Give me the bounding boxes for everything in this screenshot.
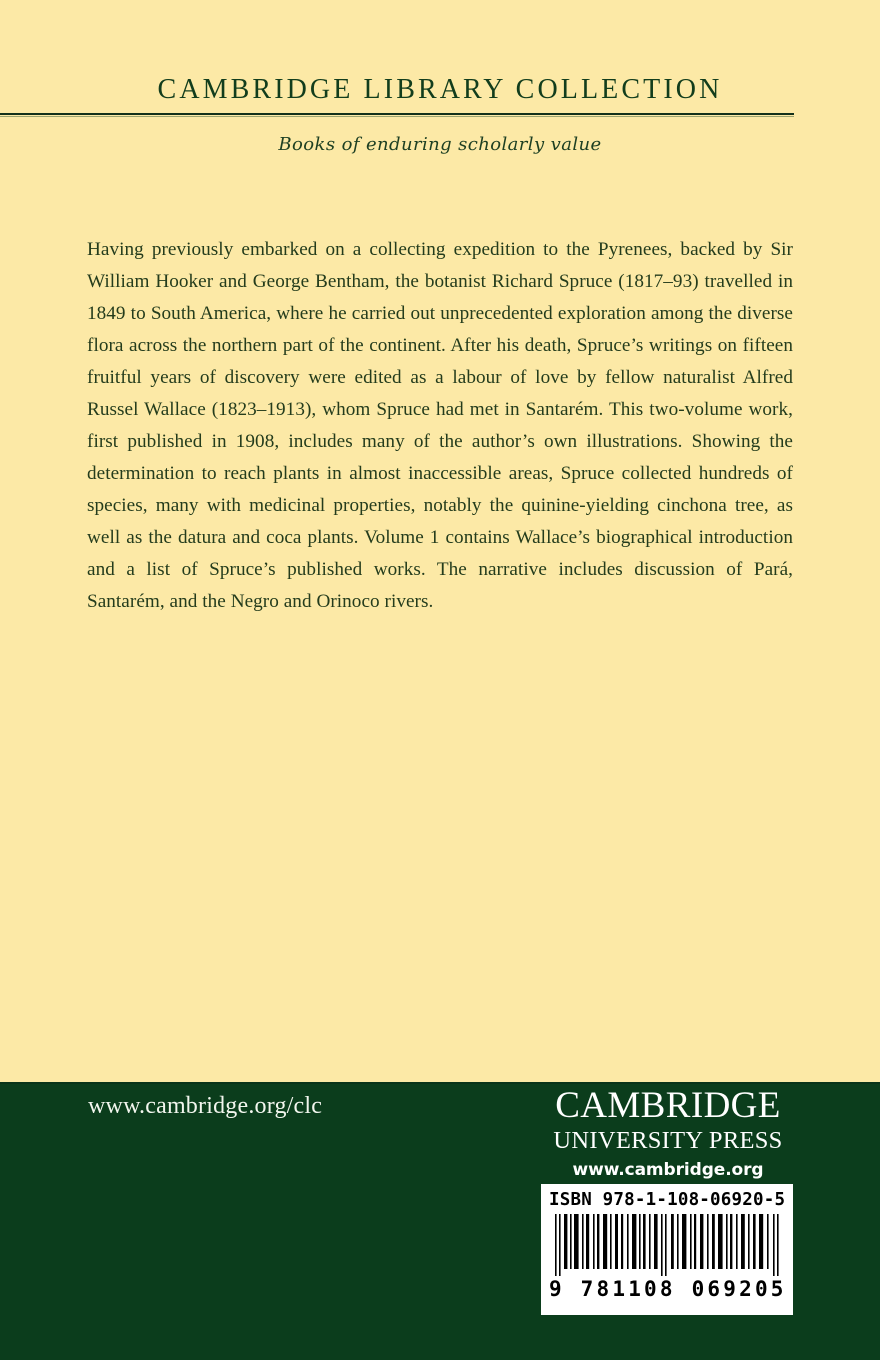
blurb-paragraph: Having previously embarked on a collecting expedition to the Pyrenees, backed by Sir William Hooker and George Bentham, the botanist Richard Spruce (1817–93) travelled in 1849 to South America, where he carried out unprecedented exploration among the diverse flora across the northern part of the continent. After his death, Spruce’s writings on fifteen fruitful years of discovery were edited as a labour of love by fellow naturalist Alfred Russel Wallace (1823–1913), whom Spruce had met in Santarém. This two-volume work, first published in 1908, includes many of the author’s own illustrations. Showing the determination to reach plants in almost inaccessible areas, Spruce collected hundreds of species, many with medicinal properties, notably the quinine-yielding cinchona tree, as well as the datura and coca plants. Volume 1 contains Wallace’s biographical introduction and a list of Spruce’s published works. The narrative includes discussion of Pará, Santarém, and the Negro and Orinoco rivers. — [87, 239, 793, 612]
barcode-digits: 9 781108 069205 — [549, 1277, 787, 1301]
series-subtitle: Books of enduring scholarly value — [278, 134, 602, 155]
series-title: CAMBRIDGE LIBRARY COLLECTION — [157, 74, 723, 105]
publisher-subtitle: UNIVERSITY PRESS — [553, 1127, 783, 1154]
cover-header — [0, 0, 880, 182]
divider-thin-line — [0, 116, 794, 117]
publisher-url-link[interactable]: www.cambridge.org — [572, 1160, 764, 1180]
isbn-label: ISBN 978-1-108-06920-5 — [549, 1190, 786, 1210]
publisher-name: CAMBRIDGE — [555, 1085, 781, 1126]
footer-top-hairline — [0, 1082, 880, 1084]
isbn-barcode — [541, 1184, 793, 1315]
blurb-text-block — [87, 234, 793, 618]
barcode-bars-icon — [549, 1214, 785, 1276]
cover-footer-band — [0, 1082, 880, 1360]
header-divider — [0, 113, 794, 119]
publisher-logo — [540, 1086, 796, 1180]
collection-url-link[interactable]: www.cambridge.org/clc — [88, 1093, 323, 1119]
divider-thick-line — [0, 113, 794, 115]
